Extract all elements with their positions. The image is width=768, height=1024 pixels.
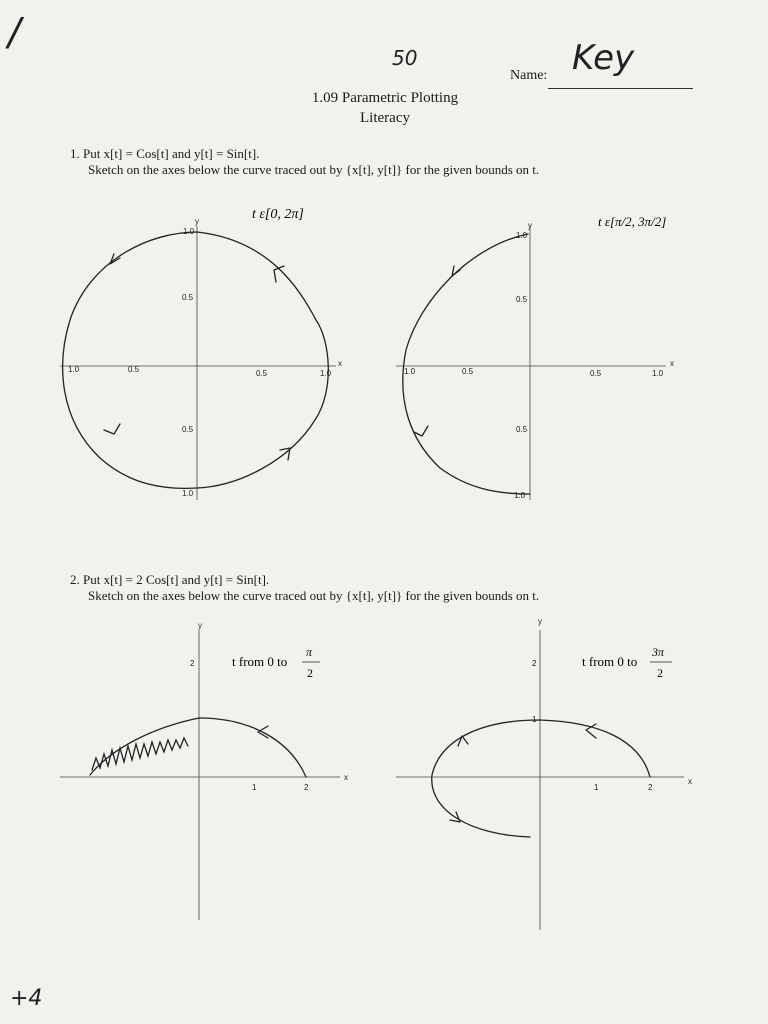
graph-1a-arrow-2: [274, 266, 284, 282]
graph-1a-tick-x3: 0.5: [256, 369, 268, 378]
graph-1b-bounds: t ε[π/2, 3π/2]: [598, 214, 667, 229]
graph-1b-tick-x3: 0.5: [590, 369, 602, 378]
problem-1-number: 1.: [70, 146, 80, 161]
graph-2b-y-label: y: [538, 617, 542, 626]
graph-1a-tick-y4: 1.0: [182, 489, 194, 498]
graph-2b-curve: [432, 720, 650, 837]
graph-1b-tick-y1: 1.0: [516, 231, 528, 240]
graph-2b-bounds-prefix: t from 0 to: [582, 654, 638, 669]
problem-1-instruction: Sketch on the axes below the curve traced out by {x[t], y[t]} for the given bounds on t.: [88, 162, 540, 177]
graph-2a-x-label: x: [344, 773, 348, 782]
problem-2-statement: Put x[t] = 2 Cos[t] and y[t] = Sin[t].: [83, 572, 270, 587]
graph-2b-bounds-den: 2: [657, 666, 663, 680]
graph-2a-curve: [199, 718, 306, 777]
graph-2b-x-label: x: [688, 777, 692, 786]
graph-1b-tick-y4: 1.0: [514, 491, 526, 500]
graph-1a-tick-x1: 1.0: [68, 365, 80, 374]
check-mark: /: [8, 10, 21, 54]
graph-1b-x-label: x: [670, 359, 674, 368]
graph-1a-bounds: t ε[0, 2π]: [252, 207, 304, 222]
graph-2a-tick-x2: 2: [304, 783, 309, 792]
graph-1a-arrow-3: [104, 424, 120, 434]
graph-2a-bounds-den: 2: [307, 666, 313, 680]
graph-1a-tick-y1: 1.0: [183, 227, 195, 236]
score-mark: 50: [392, 46, 418, 70]
problem-1-statement: Put x[t] = Cos[t] and y[t] = Sin[t].: [83, 146, 260, 161]
name-value: Key: [572, 38, 635, 78]
graph-1a-tick-x4: 1.0: [320, 369, 332, 378]
graph-1b-arrow-2: [414, 426, 428, 436]
graph-1a-tick-y2: 0.5: [182, 293, 194, 302]
graph-2b-tick-y1: 2: [532, 659, 537, 668]
graph-1b-y-label: y: [528, 221, 532, 230]
graph-2a-tick-x1: 1: [252, 783, 257, 792]
graph-1a-x-label: x: [338, 359, 342, 368]
graph-2b-bounds-num: 3π: [652, 645, 665, 659]
graph-1b-tick-y3: 0.5: [516, 425, 528, 434]
graph-1a-tick-y3: 0.5: [182, 425, 194, 434]
graph-2a-y-label: y: [198, 621, 202, 630]
graph-1b-tick-x1: 1.0: [404, 367, 416, 376]
graph-2b-tick-y2: 1: [532, 715, 537, 724]
title-line-1: 1.09 Parametric Plotting: [311, 90, 459, 106]
graph-2a-bounds-prefix: t from 0 to: [232, 654, 288, 669]
graph-2b-arrow-2: [458, 736, 468, 746]
graph-1b-tick-x2: 0.5: [462, 367, 474, 376]
graph-2b-tick-x2: 2: [648, 783, 653, 792]
graph-1b-curve: [403, 234, 530, 494]
graph-1b-tick-y2: 0.5: [516, 295, 528, 304]
graph-1b-tick-x4: 1.0: [652, 369, 664, 378]
problem-2-instruction: Sketch on the axes below the curve traced out by {x[t], y[t]} for the given bounds on t.: [88, 588, 540, 603]
graph-1a-curve: [63, 232, 329, 488]
bonus-mark: +4: [10, 986, 43, 1011]
graph-2b-tick-x1: 1: [594, 783, 599, 792]
graph-2a-bounds-num: π: [306, 645, 313, 659]
graph-2a-tick-y1: 2: [190, 659, 195, 668]
graph-1a-y-label: y: [195, 217, 199, 226]
title-line-2: Literacy: [360, 110, 410, 126]
graph-2a-scribble: [92, 738, 188, 770]
graph-1b-arrow-1: [452, 266, 460, 276]
graph-1a-tick-x2: 0.5: [128, 365, 140, 374]
name-label: Name:: [510, 68, 548, 83]
problem-2-number: 2.: [70, 572, 80, 587]
